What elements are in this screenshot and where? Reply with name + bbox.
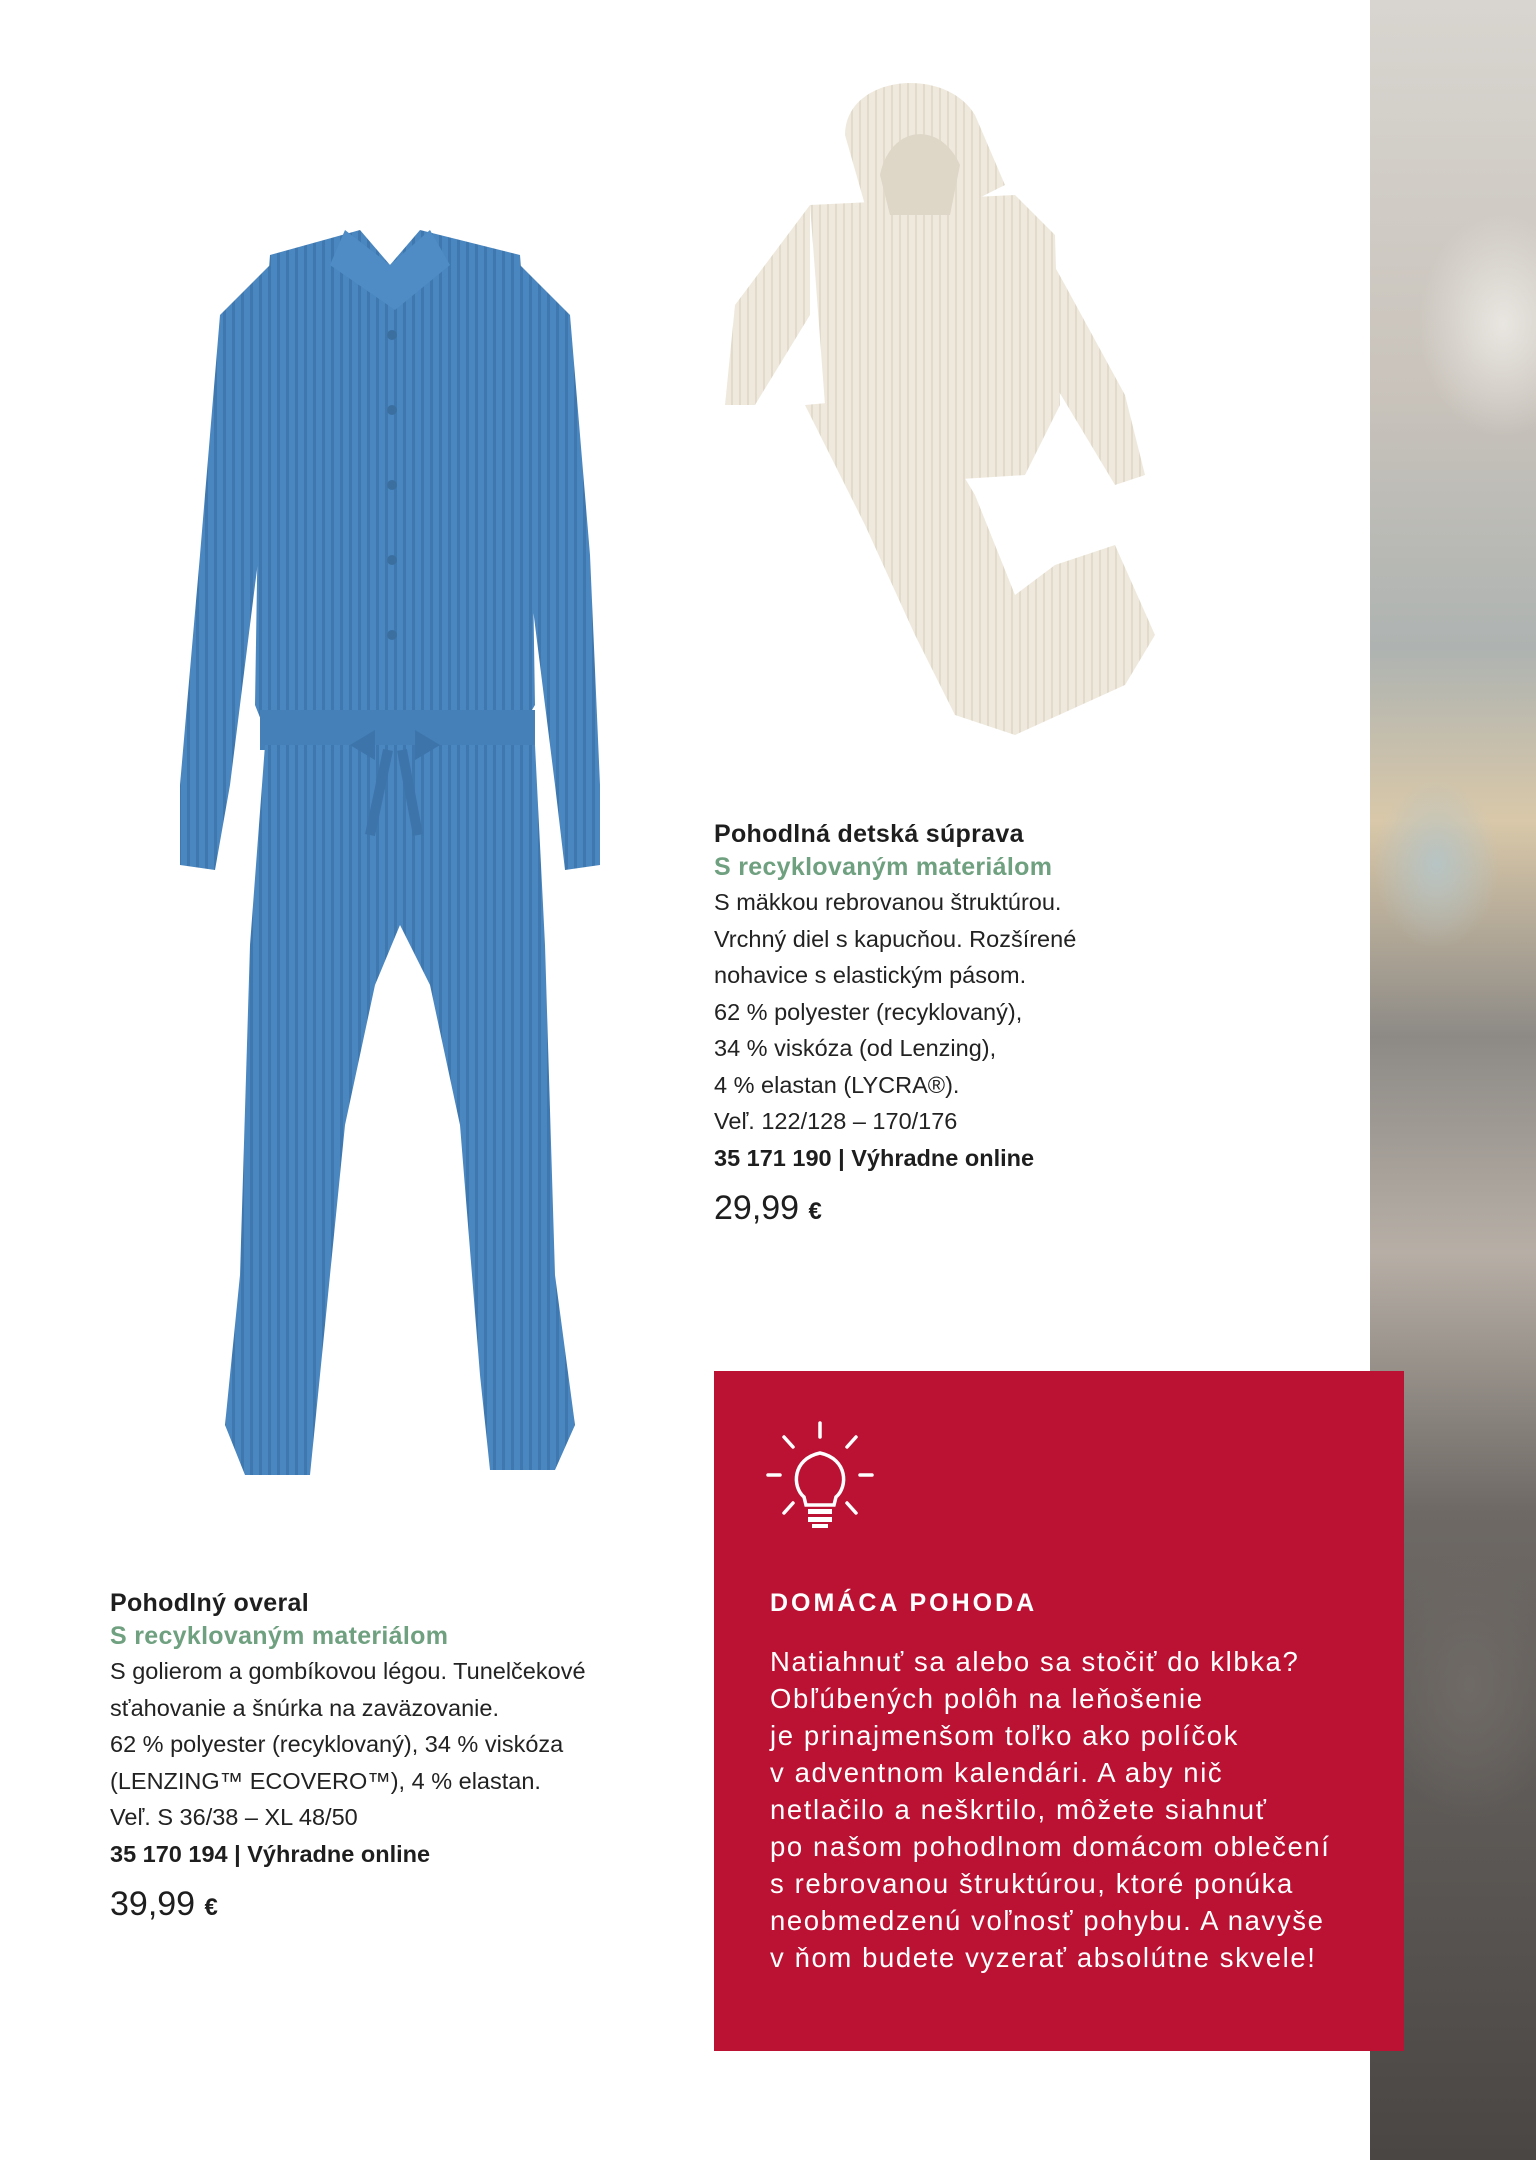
tip-line: v ňom budete vyzerať absolútne skvele! (770, 1942, 1317, 1973)
product-subtitle: S recyklovaným materiálom (714, 853, 1053, 881)
product-jumpsuit (110, 1587, 710, 1934)
description-line: 34 % viskóza (od Lenzing), (714, 1035, 997, 1061)
tip-line: Obľúbených polôh na leňošenie (770, 1683, 1204, 1714)
price-currency: € (808, 1197, 822, 1225)
product-price (714, 1182, 1274, 1238)
tip-line: netlačilo a neškrtilo, môžete siahnuť (770, 1794, 1268, 1825)
price-value: 39,99 (110, 1884, 196, 1923)
price-value: 29,99 (714, 1188, 800, 1227)
tip-line: je prinajmenšom toľko ako políčok (770, 1720, 1239, 1751)
description-line: nohavice s elastickým pásom. (714, 962, 1027, 988)
description-line: Vrchný diel s kapucňou. Rozšírené (714, 925, 1077, 952)
product-price (110, 1878, 710, 1934)
tip-line: po našom pohodlnom domácom oblečení (770, 1831, 1331, 1862)
description-line: S mäkkou rebrovanou štruktúrou. (714, 889, 1062, 915)
description-line: S golierom a gombíkovou légou. Tunelčekové (110, 1658, 586, 1684)
product-description (714, 884, 1274, 1140)
jumpsuit-image[interactable] (160, 225, 640, 1505)
description-line: 62 % polyester (recyklovaný), 34 % viskóza (110, 1731, 564, 1757)
tip-line: Natiahnuť sa alebo sa stočiť do klbka? (770, 1646, 1300, 1677)
tip-title: DOMÁCA POHODA (770, 1589, 1038, 1617)
description-line: 62 % polyester (recyklovaný), (714, 998, 1023, 1025)
lightbulb-icon (764, 1419, 876, 1531)
product-description (110, 1653, 710, 1836)
product-kids-set (714, 818, 1274, 1238)
product-code: 35 170 194 | Výhradne online (110, 1840, 431, 1867)
description-line: Veľ. 122/128 – 170/176 (714, 1108, 958, 1134)
product-name: Pohodlná detská súprava (714, 820, 1024, 848)
description-line: (LENZING™ ECOVERO™), 4 % elastan. (110, 1767, 541, 1794)
description-line: 4 % elastan (LYCRA®). (714, 1071, 960, 1098)
description-line: sťahovanie a šnúrka na zaväzovanie. (110, 1694, 499, 1721)
tip-line: v adventnom kalendári. A aby nič (770, 1757, 1224, 1788)
tip-box (714, 1371, 1404, 2051)
product-name: Pohodlný overal (110, 1589, 309, 1617)
product-code: 35 171 190 | Výhradne online (714, 1144, 1035, 1171)
tip-line: s rebrovanou štruktúrou, ktoré ponúka (770, 1868, 1294, 1899)
price-currency: € (204, 1893, 218, 1921)
product-subtitle: S recyklovaným materiálom (110, 1622, 449, 1650)
tip-line: neobmedzenú voľnosť pohybu. A navyše (770, 1905, 1325, 1936)
description-line: Veľ. S 36/38 – XL 48/50 (110, 1804, 358, 1830)
kids-set-image[interactable] (715, 75, 1165, 735)
tip-text (770, 1643, 1390, 1976)
